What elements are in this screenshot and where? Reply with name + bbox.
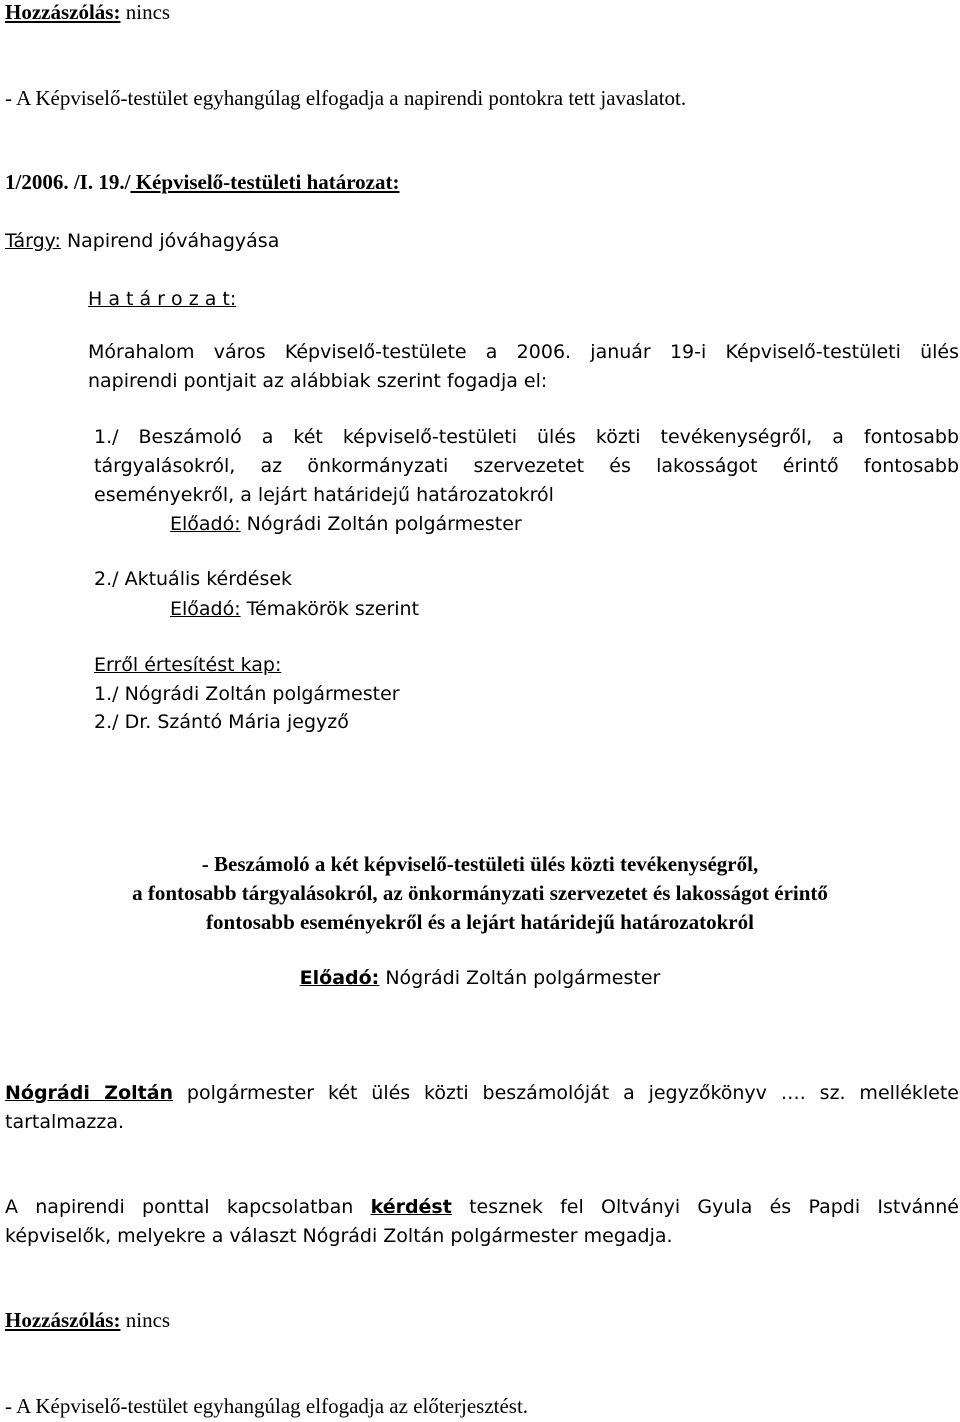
hozzaszolas-line-bottom (5, 1308, 170, 1332)
paragraph-2-pre: A napirendi ponttal kapcsolatban (5, 1196, 371, 1218)
paragraph-2-line-2: képviselők, melyekre a választ Nógrádi Zoltán polgármester megadja. (5, 1225, 673, 1247)
intro-line-2: napirendi pontjait az alábbiak szerint fogadja el: (88, 370, 548, 392)
item1-presenter-value: Nógrádi Zoltán polgármester (240, 513, 522, 535)
hozzaszolas-label-bottom: Hozzászólás: (5, 1308, 121, 1332)
section-heading-line-2: a fontosabb tárgyalásokról, az önkormányzati szervezetet és lakosságot érintő (132, 881, 828, 905)
paragraph-1-name: Nógrádi Zoltán (5, 1082, 174, 1104)
item2-presenter-label: Előadó: (170, 598, 241, 620)
notify-label: Erről értesítést kap: (94, 654, 282, 676)
hozzaszolas-label: Hozzászólás: (5, 0, 121, 24)
resolution-title: Képviselő-testületi határozat: (130, 170, 400, 194)
subject-value: Napirend jóváhagyása (60, 230, 280, 252)
notify-item-1: 1./ Nógrádi Zoltán polgármester (94, 683, 400, 705)
section-heading-line-1: - Beszámoló a két képviselő-testületi ülés közti tevékenységről, (201, 852, 759, 876)
paragraph-2-line-1 (5, 1195, 959, 1219)
hatarozat-heading: H a t á r o z a t: (88, 288, 237, 310)
paragraph-1-line-1 (5, 1081, 959, 1105)
resolution-number: 1/2006. /I. 19./ (5, 170, 131, 194)
decision-bottom: - A Képviselő-testület egyhangúlag elfogadja az előterjesztést. (5, 1394, 529, 1418)
decision-top: - A Képviselő-testület egyhangúlag elfogadja a napirendi pontokra tett javaslatot. (5, 86, 687, 110)
subject-line (5, 229, 279, 253)
item1-line-3: eseményekről, a lejárt határidejű határozatokról (94, 484, 554, 506)
paragraph-2-bold: kérdést (370, 1196, 452, 1218)
section-presenter-label: Előadó: (299, 967, 380, 989)
item1-line-1: 1./ Beszámoló a két képviselő-testületi ülés közti tevékenységről, a fontosabb (94, 426, 959, 448)
item1-presenter-label: Előadó: (170, 513, 241, 535)
item1-line-2: tárgyalásokról, az önkormányzati szervezetet és lakosságot érintő fontosabb (94, 455, 959, 477)
paragraph-2-post: tesznek fel Oltványi Gyula és Papdi Istvánné (451, 1196, 959, 1218)
section-presenter (0, 966, 960, 990)
section-heading-line-3: fontosabb eseményekről és a lejárt határidejű határozatokról (206, 910, 754, 934)
section-presenter-value: Nógrádi Zoltán polgármester (379, 967, 661, 989)
item2-line: 2./ Aktuális kérdések (94, 568, 293, 590)
item1-presenter (170, 512, 522, 536)
hozzaszolas-line-top (5, 0, 170, 24)
notify-item-2: 2./ Dr. Szántó Mária jegyző (94, 711, 349, 733)
hozzaszolas-value: nincs (120, 0, 171, 24)
paragraph-1-line-2: tartalmazza. (5, 1111, 125, 1133)
paragraph-1-rest: polgármester két ülés közti beszámolóját a jegyzőkönyv …. sz. melléklete (173, 1082, 959, 1104)
subject-label: Tárgy: (5, 230, 61, 252)
intro-line-1: Mórahalom város Képviselő-testülete a 2006. január 19-i Képviselő-testületi ülés (88, 341, 959, 363)
resolution-heading (5, 170, 400, 194)
hozzaszolas-value-bottom: nincs (120, 1308, 171, 1332)
item2-presenter (170, 597, 419, 621)
item2-presenter-value: Témakörök szerint (240, 598, 420, 620)
